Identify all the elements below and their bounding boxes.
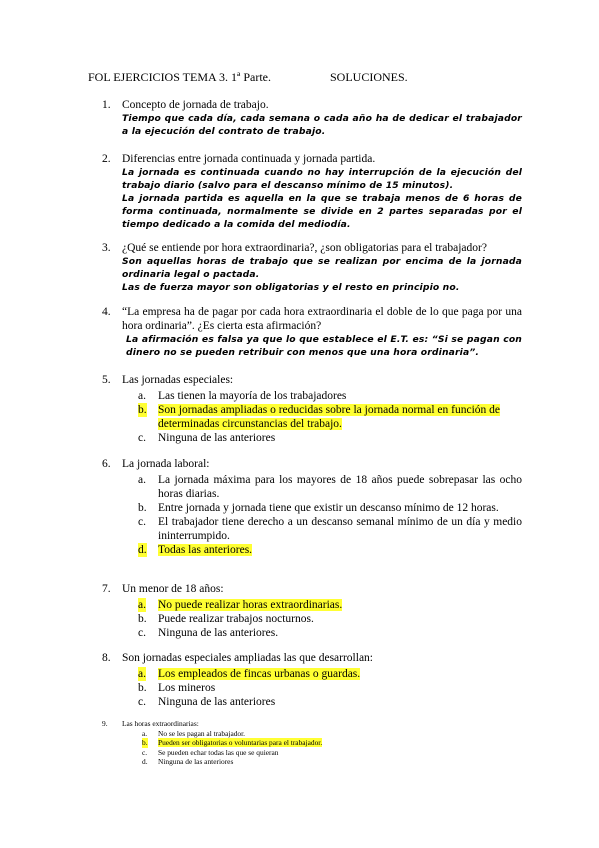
option-text: La jornada máxima para los mayores de 18 años puede sobrepasar las ocho horas diarias. xyxy=(158,474,522,500)
question-5 xyxy=(102,373,522,445)
question-text: ¿Qué se entiende por hora extraordinaria?, ¿son obligatorias para el trabajador? xyxy=(122,242,487,254)
option-b xyxy=(122,501,522,515)
option-letter: c. xyxy=(138,432,146,444)
option-a xyxy=(122,729,522,739)
option-c xyxy=(122,431,522,445)
question-text: “La empresa ha de pagar por cada hora extraordinaria el doble de lo que paga por una hora ordinaria”. ¿Es cierta esta afirmación? xyxy=(122,306,522,332)
question-number: 6. xyxy=(102,458,111,470)
question-2 xyxy=(102,152,522,231)
option-letter: c. xyxy=(138,516,146,528)
question-number: 3. xyxy=(102,242,111,254)
question-8 xyxy=(102,651,522,709)
question-text: Concepto de jornada de trabajo. xyxy=(122,99,269,111)
option-c xyxy=(122,515,522,543)
option-c xyxy=(122,626,522,640)
question-number: 4. xyxy=(102,306,111,318)
question-7 xyxy=(102,582,522,640)
question-1 xyxy=(102,98,522,138)
answer-part: La afirmación es falsa ya que lo que establece el E.T. es xyxy=(126,334,425,345)
answer-text: La jornada es continuada cuando no hay interrupción de la ejecución del trabajo diario (salvo para el descanso mínimo de 15 minutos). xyxy=(122,167,522,191)
option-a xyxy=(122,473,522,501)
solutions-label: SOLUCIONES. xyxy=(329,70,408,84)
question-number: 1. xyxy=(102,99,111,111)
option-letter: a. xyxy=(138,668,146,680)
option-text: Ninguna de las anteriores xyxy=(158,757,234,766)
answer-text xyxy=(122,333,522,359)
option-text: Entre jornada y jornada tiene que existir un descanso mínimo de 12 horas. xyxy=(158,502,499,514)
question-text: Un menor de 18 años: xyxy=(122,583,224,595)
question-text: Diferencias entre jornada continuada y jornada partida. xyxy=(122,153,376,165)
option-text-highlighted: Todas las anteriores. xyxy=(158,544,253,556)
option-text: Se pueden echar todas las que se quieran xyxy=(158,747,279,757)
option-text: Ninguna de las anteriores. xyxy=(158,627,279,639)
option-letter: b. xyxy=(138,404,147,416)
option-text: Ninguna de las anteriores xyxy=(158,696,276,708)
answer-text: Tiempo que cada día, cada semana o cada año ha de dedicar el trabajador a la ejecución del contrato de trabajo. xyxy=(122,113,522,137)
answer-part: : “Si se pagan con dinero no se pueden retribuir con menos que una hora ordinaria”. xyxy=(126,334,522,358)
question-6 xyxy=(102,457,522,557)
option-b xyxy=(122,612,522,626)
option-b xyxy=(122,738,522,748)
option-letter: a. xyxy=(138,390,146,402)
option-a xyxy=(122,667,522,681)
option-letter: b. xyxy=(142,738,148,747)
option-text-highlighted: No puede realizar horas extraordinarias. xyxy=(158,599,343,611)
option-letter: b. xyxy=(138,613,147,625)
title-text: FOL EJERCICIOS TEMA 3. 1ª Parte. xyxy=(88,70,271,84)
option-d xyxy=(122,757,522,767)
option-letter: a. xyxy=(142,728,148,738)
question-text: La jornada laboral: xyxy=(122,458,210,470)
option-a xyxy=(122,389,522,403)
question-text: Las jornadas especiales: xyxy=(122,374,234,386)
option-letter: a. xyxy=(138,599,146,611)
option-text: Puede realizar trabajos nocturnos. xyxy=(158,613,314,625)
question-4 xyxy=(102,305,522,359)
option-letter: b. xyxy=(138,502,147,514)
option-letter: c. xyxy=(138,696,146,708)
question-number: 7. xyxy=(102,583,111,595)
option-c xyxy=(122,748,522,758)
question-number: 2. xyxy=(102,153,111,165)
option-text: Los mineros xyxy=(158,682,216,694)
option-letter: a. xyxy=(138,474,146,486)
option-text: Ninguna de las anteriores xyxy=(158,432,276,444)
option-b xyxy=(122,681,522,695)
option-letter: b. xyxy=(138,682,147,694)
option-d xyxy=(122,543,522,557)
option-letter: c. xyxy=(138,627,146,639)
question-text: Las horas extraordinarias: xyxy=(122,719,199,728)
answer-text: Las de fuerza mayor son obligatorias y el resto en principio no. xyxy=(122,282,460,293)
option-letter: c. xyxy=(142,747,148,757)
question-number: 5. xyxy=(102,374,111,386)
option-letter: d. xyxy=(138,544,147,556)
option-text: Las tienen la mayoría de los trabajadores xyxy=(158,390,347,402)
option-text-highlighted: Pueden ser obligatorias o voluntarias para el trabajador. xyxy=(158,738,323,747)
option-letter: d. xyxy=(142,757,148,766)
option-c xyxy=(122,695,522,709)
answer-text: Son aquellas horas de trabajo que se realizan por encima de la jornada ordinaria legal o pactada. xyxy=(122,256,522,280)
question-number: 9. xyxy=(102,719,108,728)
question-text: Son jornadas especiales ampliadas las que desarrollan: xyxy=(122,652,374,664)
option-text: El trabajador tiene derecho a un descanso semanal mínimo de un día y medio ininterrumpido. xyxy=(158,516,522,542)
question-number: 8. xyxy=(102,652,111,664)
option-text-highlighted: Los empleados de fincas urbanas o guardas. xyxy=(158,668,361,680)
question-3 xyxy=(102,241,522,294)
option-a xyxy=(122,598,522,612)
option-text: No se les pagan al trabajador. xyxy=(158,728,246,738)
question-9 xyxy=(102,719,522,767)
answer-text: La jornada partida es aquella en la que se trabaja menos de 6 horas de forma continuada, normalmente se divide en 2 partes separadas por el tiempo dedicado a la comida del mediodía. xyxy=(122,193,522,230)
option-text-highlighted: Son jornadas ampliadas o reducidas sobre la jornada normal en función de determinadas circunstancias del trabajo. xyxy=(158,404,501,430)
option-b xyxy=(122,403,522,431)
page-title xyxy=(88,70,408,85)
